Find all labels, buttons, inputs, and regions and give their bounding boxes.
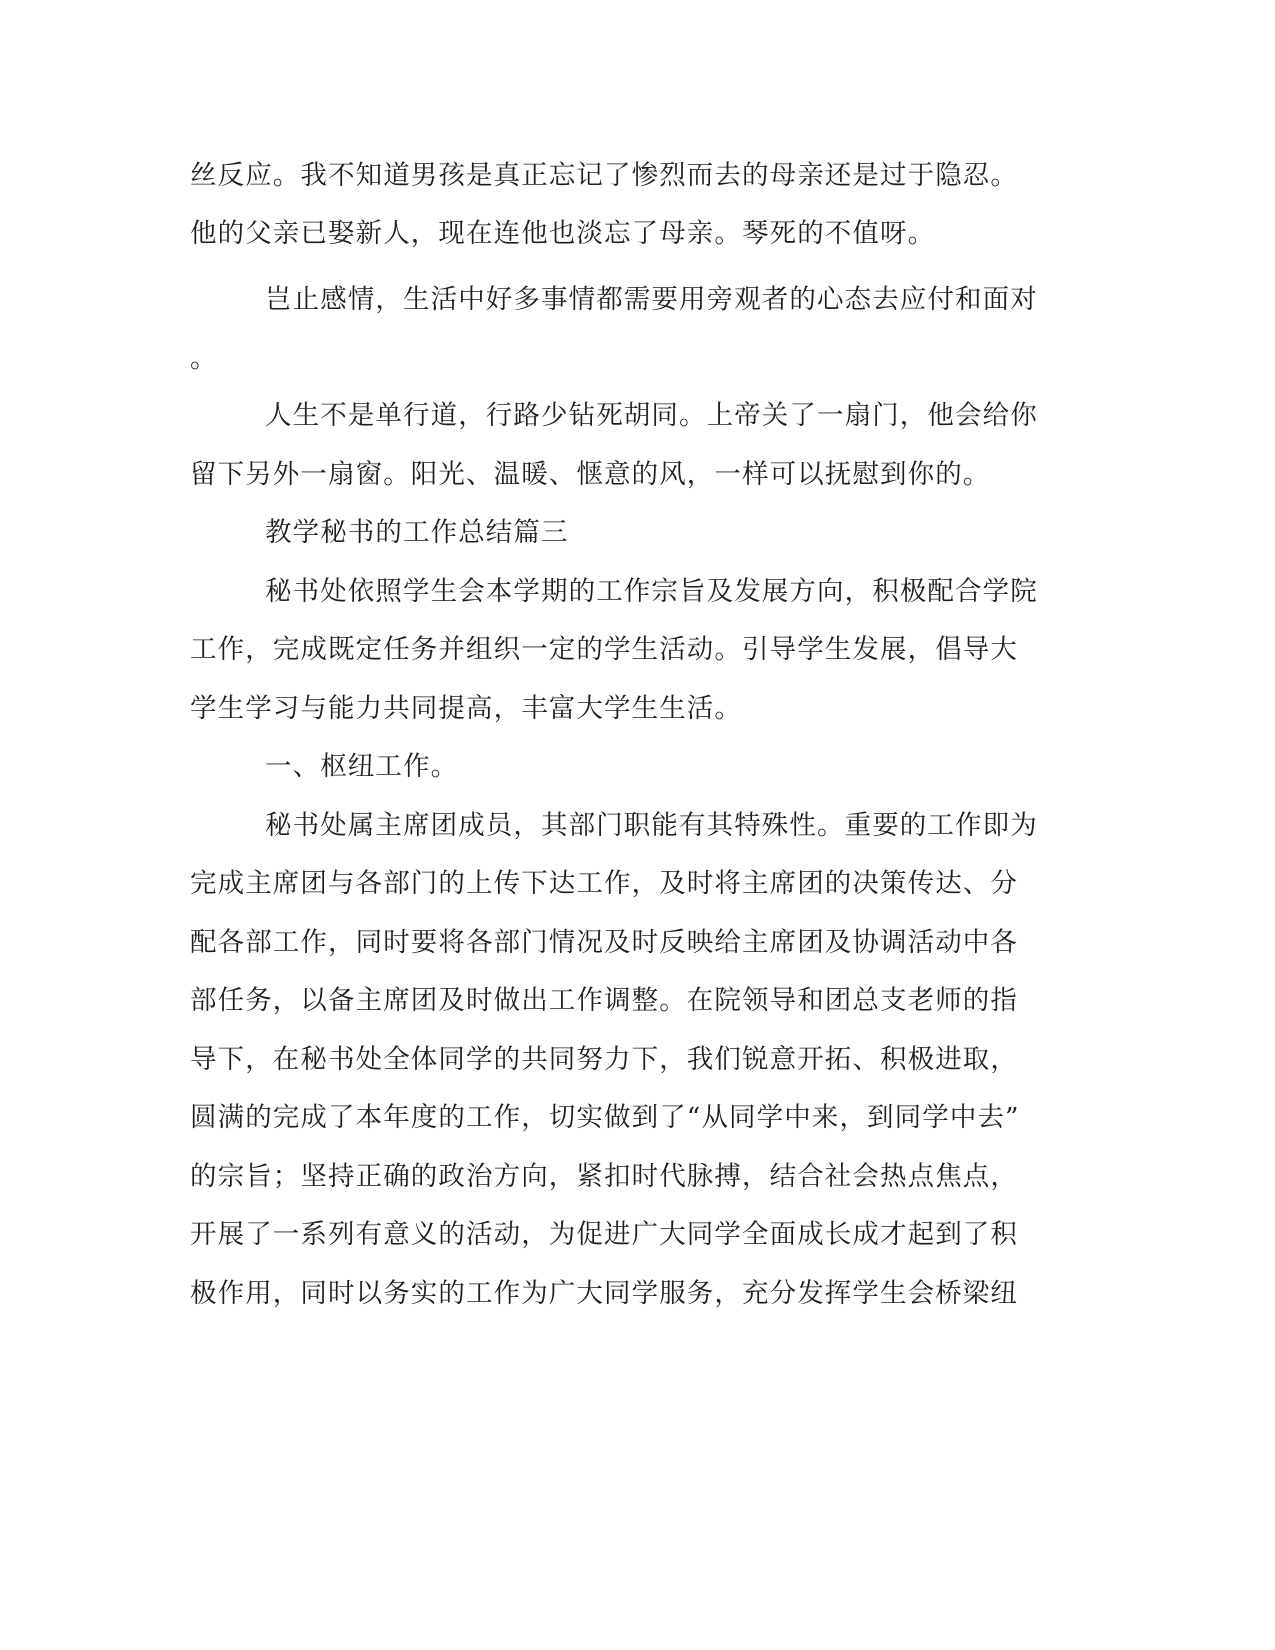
text-line: 工作，完成既定任务并组织一定的学生活动。引导学生发展，倡导大 [190,634,1018,665]
text-line: 丝反应。我不知道男孩是真正忘记了惨烈而去的母亲还是过于隐忍。 [190,160,1018,191]
text-line: 圆满的完成了本年度的工作，切实做到了“从同学中来，到同学中去” [190,1102,1020,1133]
paragraph-start-line: 岂止感情，生活中好多事情都需要用旁观者的心态去应付和面对 [265,284,1038,315]
paragraph-start-line: 秘书处属主席团成员，其部门职能有其特殊性。重要的工作即为 [265,810,1038,841]
text-line: 配各部工作，同时要将各部门情况及时反映给主席团及协调活动中各 [190,927,1018,958]
section-title: 教学秘书的工作总结篇三 [265,517,569,548]
text-line: 的宗旨；坚持正确的政治方向，紧扣时代脉搏，结合社会热点焦点， [190,1161,1018,1192]
text-line: 他的父亲已娶新人，现在连他也淡忘了母亲。琴死的不值呀。 [190,218,936,249]
text-line: 开展了一系列有意义的活动，为促进广大同学全面成长成才起到了积 [190,1219,1018,1250]
paragraph-start-line: 秘书处依照学生会本学期的工作宗旨及发展方向，积极配合学院 [265,576,1038,607]
text-line: 留下另外一扇窗。阳光、温暖、惬意的风，一样可以抚慰到你的。 [190,459,991,490]
text-line: 学生学习与能力共同提高，丰富大学生生活。 [190,693,742,724]
text-line: 。 [190,343,218,374]
text-line: 完成主席团与各部门的上传下达工作，及时将主席团的决策传达、分 [190,868,1018,899]
subsection-title: 一、枢纽工作。 [265,751,459,782]
paragraph-start-line: 人生不是单行道，行路少钻死胡同。上帝关了一扇门，他会给你 [265,400,1038,431]
text-line: 导下，在秘书处全体同学的共同努力下，我们锐意开拓、积极进取， [190,1044,1018,1075]
text-line: 部任务，以备主席团及时做出工作调整。在院领导和团总支老师的指 [190,985,1018,1016]
text-line: 极作用，同时以务实的工作为广大同学服务，充分发挥学生会桥梁纽 [190,1278,1018,1309]
